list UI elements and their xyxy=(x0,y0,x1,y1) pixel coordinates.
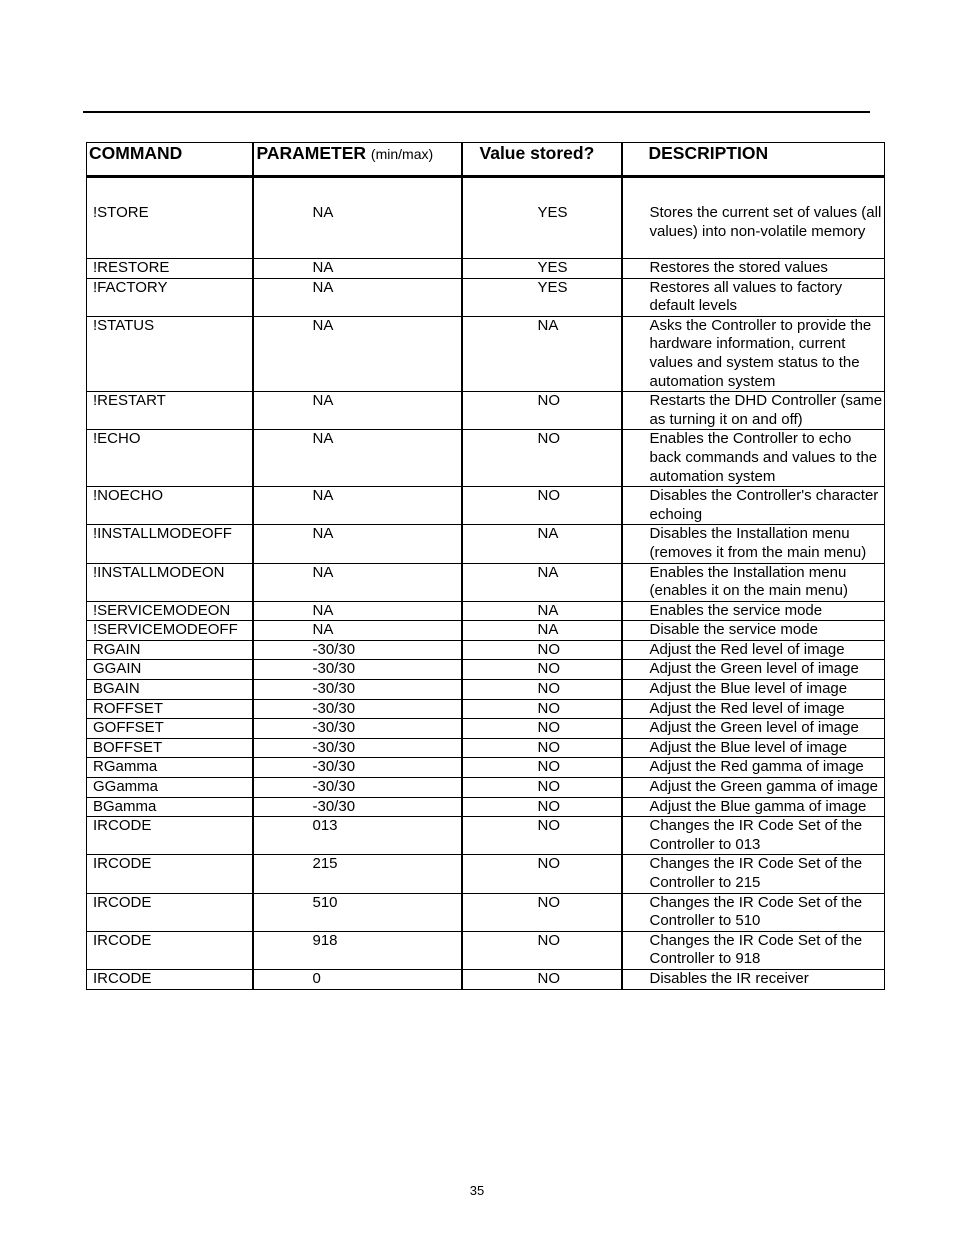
cell-command: IRCODE xyxy=(87,931,253,969)
cell-command: !SERVICEMODEOFF xyxy=(87,621,253,641)
cell-value-stored: NO xyxy=(462,817,622,855)
cell-value-stored: NO xyxy=(462,660,622,680)
cell-value-stored: NO xyxy=(462,738,622,758)
cell-value-stored: NA xyxy=(462,621,622,641)
table-row xyxy=(87,177,885,259)
table-row xyxy=(87,855,885,893)
cell-parameter: NA xyxy=(253,525,462,563)
cell-command: GGAIN xyxy=(87,660,253,680)
cell-value-stored: NO xyxy=(462,430,622,487)
table-row xyxy=(87,969,885,989)
cell-command: RGAIN xyxy=(87,640,253,660)
cell-value-stored: NA xyxy=(462,601,622,621)
table-row xyxy=(87,758,885,778)
cell-parameter: -30/30 xyxy=(253,660,462,680)
table-row xyxy=(87,893,885,931)
cell-parameter: 510 xyxy=(253,893,462,931)
cell-command: !INSTALLMODEOFF xyxy=(87,525,253,563)
cell-value-stored: NO xyxy=(462,487,622,525)
cell-command: IRCODE xyxy=(87,855,253,893)
cell-command: GGamma xyxy=(87,778,253,798)
cell-description: Adjust the Red gamma of image xyxy=(622,758,885,778)
cell-value-stored: YES xyxy=(462,278,622,316)
header-description: DESCRIPTION xyxy=(622,143,885,177)
table-row xyxy=(87,817,885,855)
cell-value-stored: NO xyxy=(462,680,622,700)
cell-parameter: NA xyxy=(253,430,462,487)
cell-command: !INSTALLMODEON xyxy=(87,563,253,601)
table-row xyxy=(87,601,885,621)
cell-parameter: -30/30 xyxy=(253,699,462,719)
cell-value-stored: NO xyxy=(462,758,622,778)
command-table-body xyxy=(87,177,885,990)
cell-command: !STORE xyxy=(87,177,253,259)
cell-parameter: NA xyxy=(253,601,462,621)
cell-value-stored: NO xyxy=(462,797,622,817)
cell-value-stored: NO xyxy=(462,640,622,660)
cell-value-stored: NA xyxy=(462,525,622,563)
table-row xyxy=(87,278,885,316)
cell-description: Disables the Installation menu (removes it from the main menu) xyxy=(622,525,885,563)
cell-command: IRCODE xyxy=(87,817,253,855)
cell-parameter: NA xyxy=(253,316,462,391)
table-row xyxy=(87,316,885,391)
command-table xyxy=(86,142,885,990)
cell-description: Restores the stored values xyxy=(622,259,885,279)
cell-description: Disables the Controller's character echoing xyxy=(622,487,885,525)
cell-command: IRCODE xyxy=(87,969,253,989)
cell-description: Changes the IR Code Set of the Controller to 510 xyxy=(622,893,885,931)
cell-description: Changes the IR Code Set of the Controller to 013 xyxy=(622,817,885,855)
cell-description: Adjust the Blue level of image xyxy=(622,680,885,700)
cell-parameter: -30/30 xyxy=(253,640,462,660)
header-parameter-note: (min/max) xyxy=(370,146,434,162)
table-row xyxy=(87,778,885,798)
header-parameter xyxy=(253,143,462,177)
cell-description: Adjust the Red level of image xyxy=(622,699,885,719)
cell-description: Adjust the Red level of image xyxy=(622,640,885,660)
table-row xyxy=(87,931,885,969)
cell-description: Disable the service mode xyxy=(622,621,885,641)
cell-value-stored: NO xyxy=(462,969,622,989)
cell-description: Changes the IR Code Set of the Controller to 215 xyxy=(622,855,885,893)
cell-parameter: -30/30 xyxy=(253,738,462,758)
cell-description: Enables the Installation menu (enables it on the main menu) xyxy=(622,563,885,601)
cell-parameter: NA xyxy=(253,621,462,641)
cell-command: GOFFSET xyxy=(87,719,253,739)
table-row xyxy=(87,640,885,660)
cell-command: RGamma xyxy=(87,758,253,778)
table-row xyxy=(87,392,885,430)
cell-parameter: -30/30 xyxy=(253,797,462,817)
cell-command: !RESTART xyxy=(87,392,253,430)
cell-description: Enables the service mode xyxy=(622,601,885,621)
cell-parameter: 215 xyxy=(253,855,462,893)
table-row xyxy=(87,719,885,739)
cell-value-stored: NO xyxy=(462,855,622,893)
top-horizontal-rule xyxy=(83,111,870,113)
cell-command: BGAIN xyxy=(87,680,253,700)
page-number: 35 xyxy=(469,1183,485,1198)
table-row xyxy=(87,563,885,601)
header-parameter-label: PARAMETER xyxy=(256,143,367,163)
cell-description: Adjust the Blue gamma of image xyxy=(622,797,885,817)
cell-parameter: NA xyxy=(253,177,462,259)
table-row xyxy=(87,680,885,700)
cell-value-stored: NA xyxy=(462,316,622,391)
cell-command: ROFFSET xyxy=(87,699,253,719)
cell-description: Restarts the DHD Controller (same as turning it on and off) xyxy=(622,392,885,430)
cell-description: Adjust the Green level of image xyxy=(622,660,885,680)
header-value-stored: Value stored? xyxy=(462,143,622,177)
cell-parameter: NA xyxy=(253,392,462,430)
table-row xyxy=(87,660,885,680)
cell-command: !FACTORY xyxy=(87,278,253,316)
cell-command: IRCODE xyxy=(87,893,253,931)
cell-description: Disables the IR receiver xyxy=(622,969,885,989)
table-row xyxy=(87,259,885,279)
table-row xyxy=(87,738,885,758)
cell-parameter: -30/30 xyxy=(253,680,462,700)
cell-value-stored: NA xyxy=(462,563,622,601)
cell-parameter: NA xyxy=(253,487,462,525)
cell-parameter: NA xyxy=(253,259,462,279)
command-table-header xyxy=(87,143,885,177)
header-command: COMMAND xyxy=(87,143,253,177)
cell-parameter: -30/30 xyxy=(253,719,462,739)
cell-value-stored: YES xyxy=(462,177,622,259)
cell-value-stored: NO xyxy=(462,778,622,798)
table-row xyxy=(87,699,885,719)
cell-command: !RESTORE xyxy=(87,259,253,279)
cell-description: Changes the IR Code Set of the Controller to 918 xyxy=(622,931,885,969)
cell-description: Adjust the Green gamma of image xyxy=(622,778,885,798)
cell-parameter: 0 xyxy=(253,969,462,989)
cell-command: BGamma xyxy=(87,797,253,817)
cell-value-stored: NO xyxy=(462,931,622,969)
cell-description: Enables the Controller to echo back commands and values to the automation system xyxy=(622,430,885,487)
cell-command: BOFFSET xyxy=(87,738,253,758)
cell-description: Asks the Controller to provide the hardware information, current values and system status to the automation system xyxy=(622,316,885,391)
table-row xyxy=(87,797,885,817)
cell-value-stored: NO xyxy=(462,893,622,931)
header-row xyxy=(87,143,885,177)
cell-description: Restores all values to factory default levels xyxy=(622,278,885,316)
cell-command: !SERVICEMODEON xyxy=(87,601,253,621)
table-row xyxy=(87,621,885,641)
cell-description: Adjust the Green level of image xyxy=(622,719,885,739)
cell-parameter: NA xyxy=(253,563,462,601)
table-row xyxy=(87,430,885,487)
cell-command: !STATUS xyxy=(87,316,253,391)
cell-value-stored: YES xyxy=(462,259,622,279)
cell-value-stored: NO xyxy=(462,699,622,719)
cell-command: !NOECHO xyxy=(87,487,253,525)
cell-command: !ECHO xyxy=(87,430,253,487)
cell-parameter: 013 xyxy=(253,817,462,855)
cell-parameter: -30/30 xyxy=(253,758,462,778)
cell-value-stored: NO xyxy=(462,719,622,739)
cell-parameter: -30/30 xyxy=(253,778,462,798)
cell-parameter: NA xyxy=(253,278,462,316)
cell-value-stored: NO xyxy=(462,392,622,430)
table-row xyxy=(87,525,885,563)
cell-description: Stores the current set of values (all values) into non-volatile memory xyxy=(622,177,885,259)
table-row xyxy=(87,487,885,525)
cell-description: Adjust the Blue level of image xyxy=(622,738,885,758)
cell-parameter: 918 xyxy=(253,931,462,969)
